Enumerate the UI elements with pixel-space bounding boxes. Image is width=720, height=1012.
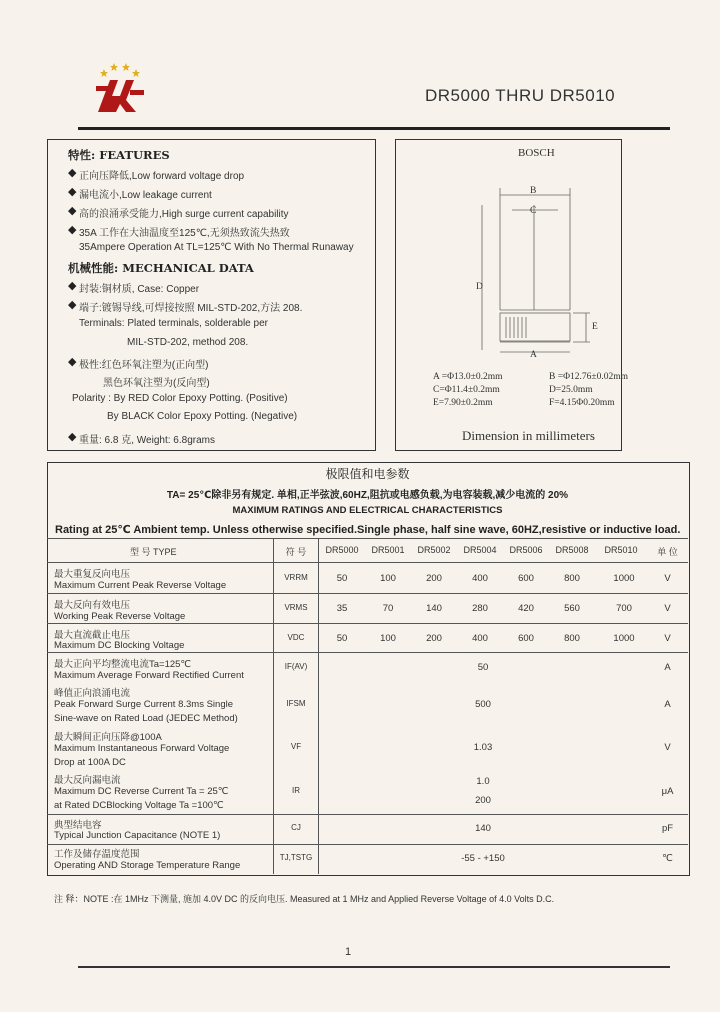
dim-spec: C=Φ11.4±0.2mm: [433, 385, 500, 395]
col-part: DR5004: [463, 545, 497, 555]
row-label-en: Sine-wave on Rated Load (JEDEC Method): [54, 713, 238, 724]
table-rule: [47, 652, 688, 653]
mechanical-item: 重量: 6.8 克, Weight: 6.8grams: [79, 435, 215, 446]
mechanical-item: 端子:镀锡导线,可焊接按照 MIL-STD-202,方法 208.: [79, 303, 303, 314]
table-cell: 200: [475, 795, 491, 806]
bullet-icon: ◆: [68, 186, 77, 198]
row-label-en: at Rated DCBlocking Voltage Ta =100℃: [54, 800, 224, 811]
dim-spec: F=4.15Φ0.20mm: [549, 398, 615, 408]
row-label-en: Peak Forward Surge Current 8.3ms Single: [54, 699, 233, 710]
col-part: DR5006: [509, 545, 543, 555]
row-label-en: Drop at 100A DC: [54, 757, 126, 768]
row-unit: μA: [661, 786, 674, 797]
table-cell: 140: [475, 823, 491, 834]
table-cell: 500: [475, 699, 491, 710]
mechanical-item: MIL-STD-202, method 208.: [127, 337, 249, 348]
mechanical-item: Terminals: Plated terminals, solderable per: [79, 318, 268, 329]
table-cell: 100: [380, 633, 396, 644]
col-part: DR5000: [325, 545, 359, 555]
row-label-cn: 最大重复反向电压: [54, 569, 131, 580]
footnote: 注 释：NOTE :在 1MHz 下测量, 施加 4.0V DC 的反向电压. Measured at 1 MHz and Applied Reverse Voltage of 4.0 Volts D.C.: [54, 894, 555, 904]
dimension-caption: Dimension in millimeters: [462, 428, 595, 443]
row-unit: V: [664, 573, 671, 584]
table-rule: [47, 562, 688, 563]
mechanical-item: By BLACK Color Epoxy Potting. (Negative): [107, 411, 298, 422]
table-cell: 420: [518, 603, 534, 614]
col-part: DR5008: [555, 545, 589, 555]
footer-rule: [78, 966, 670, 968]
ratings-subtitle-en: Rating at 25℃ Ambient temp. Unless otherwise specified.Single phase, half sine wave, 60HZ,resistive or inductive load.: [55, 524, 681, 536]
row-label-cn: 最大反向有效电压: [54, 600, 131, 611]
row-label-cn: 最大直流截止电压: [54, 630, 131, 641]
row-unit: pF: [661, 823, 674, 834]
page-number: 1: [345, 946, 352, 958]
table-cell: 50: [336, 633, 348, 644]
table-cell: 140: [426, 603, 442, 614]
bullet-icon: ◆: [68, 299, 77, 311]
row-symbol: VRMS: [284, 603, 308, 612]
ratings-subtitle-cn: TA= 25℃除非另有规定. 单相,正半弦波,60HZ,阻抗或电感负载,为电容装载,减少电流的 20%: [166, 490, 569, 501]
table-cell: 1.03: [473, 742, 493, 753]
page-title: DR5000 THRU DR5010: [425, 86, 616, 105]
row-symbol: IR: [292, 786, 300, 795]
row-label-en: Maximum Instantaneous Forward Voltage: [54, 743, 230, 754]
row-unit: ℃: [662, 853, 673, 864]
table-cell: 800: [564, 573, 580, 584]
feature-item: 35Ampere Operation At TL=125℃ With No Thermal Runaway: [79, 242, 354, 253]
table-cell: 560: [564, 603, 580, 614]
table-cell: 700: [616, 603, 632, 614]
table-cell: 200: [426, 573, 442, 584]
row-symbol: TJ,TSTG: [279, 853, 313, 862]
package-drawing: [470, 180, 610, 370]
row-unit: V: [664, 633, 671, 644]
dim-label-b: B: [530, 186, 537, 196]
col-unit: 单 位: [657, 547, 678, 557]
row-unit: A: [664, 699, 671, 710]
row-label-en: Maximum Average Forward Rectified Current: [54, 670, 244, 681]
feature-item: 漏电流小,Low leakage current: [79, 190, 212, 201]
feature-item: 高的浪涌承受能力,High surge current capability: [79, 209, 289, 220]
table-cell: 1000: [613, 633, 635, 644]
table-cell: 50: [336, 573, 348, 584]
feature-item: 正向压降低,Low forward voltage drop: [79, 171, 245, 182]
row-unit: V: [664, 742, 671, 753]
row-unit: A: [664, 662, 671, 673]
row-label-en: Maximum DC Reverse Current Ta = 25℃: [54, 786, 229, 797]
table-cell: 600: [518, 573, 534, 584]
table-cell: 800: [564, 633, 580, 644]
row-label-cn: 峰值正向浪涌电流: [54, 688, 131, 699]
table-cell: 280: [472, 603, 488, 614]
table-rule: [47, 814, 688, 815]
col-symbol: 符 号: [285, 547, 307, 557]
table-cell: 35: [336, 603, 348, 614]
table-cell: -55 - +150: [461, 853, 505, 864]
dim-spec: E=7.90±0.2mm: [433, 398, 493, 408]
dim-label-d: D: [476, 282, 483, 292]
package-name: BOSCH: [518, 147, 555, 159]
row-symbol: VF: [290, 742, 302, 751]
row-symbol: VRRM: [284, 573, 308, 582]
col-type: 型 号 TYPE: [130, 547, 177, 557]
row-label-cn: 最大反向漏电流: [54, 775, 121, 786]
col-part: DR5001: [371, 545, 405, 555]
mechanical-heading: 机械性能: MECHANICAL DATA: [68, 261, 254, 275]
ratings-title-cn: 极限值和电参数: [325, 467, 410, 481]
table-cell: 50: [477, 662, 489, 673]
row-label-en: Operating AND Storage Temperature Range: [54, 860, 241, 871]
table-cell: 200: [426, 633, 442, 644]
table-rule: [47, 593, 688, 594]
table-cell: 400: [472, 573, 488, 584]
mechanical-item: 极性:红色环氧注塑为(正向型): [79, 360, 209, 371]
bullet-icon: ◆: [68, 224, 77, 236]
dim-spec: B =Φ12.76±0.02mm: [549, 372, 629, 382]
row-label-cn: 典型结电容: [54, 820, 102, 831]
col-part: DR5010: [604, 545, 638, 555]
table-cell: 70: [382, 603, 394, 614]
row-symbol: IF(AV): [284, 662, 308, 671]
row-label-en: Typical Junction Capacitance (NOTE 1): [54, 830, 221, 841]
row-symbol: CJ: [291, 823, 301, 832]
row-symbol: IFSM: [286, 699, 306, 708]
table-rule: [47, 538, 688, 539]
bullet-icon: ◆: [68, 167, 77, 179]
ratings-title-en: MAXIMUM RATINGS AND ELECTRICAL CHARACTERISTICS: [232, 505, 503, 516]
header-rule: [78, 127, 670, 130]
row-label-cn: 最大瞬间正向压降@100A: [54, 732, 162, 743]
dim-label-c: C: [530, 206, 537, 216]
dim-label-a: A: [530, 350, 537, 360]
table-cell: 400: [472, 633, 488, 644]
row-label-cn: 最大正向平均整流电流Ta=125℃: [54, 659, 192, 670]
table-cell: 100: [380, 573, 396, 584]
bullet-icon: ◆: [68, 356, 77, 368]
feature-item: 35A 工作在大油温度至125℃,无须热致流失热致: [79, 228, 290, 239]
dim-spec: D=25.0mm: [549, 385, 593, 395]
table-rule: [47, 844, 688, 845]
row-label-en: Maximum DC Blocking Voltage: [54, 640, 185, 651]
row-symbol: VDC: [287, 633, 305, 642]
dim-spec: A =Φ13.0±0.2mm: [433, 372, 503, 382]
mechanical-item: 黑色环氧注塑为(反向型): [103, 378, 210, 389]
row-label-en: Working Peak Reverse Voltage: [54, 611, 186, 622]
mechanical-item: Polarity : By RED Color Epoxy Potting. (Positive): [72, 393, 288, 404]
col-part: DR5002: [417, 545, 451, 555]
features-heading: 特性: FEATURES: [68, 148, 170, 162]
company-logo: [92, 60, 148, 118]
bullet-icon: ◆: [68, 431, 77, 443]
table-cell: 600: [518, 633, 534, 644]
row-label-en: Maximum Current Peak Reverse Voltage: [54, 580, 227, 591]
table-rule: [47, 623, 688, 624]
mechanical-item: 封装:铜材质, Case: Copper: [79, 284, 200, 295]
row-unit: V: [664, 603, 671, 614]
table-cell: 1000: [613, 573, 635, 584]
bullet-icon: ◆: [68, 205, 77, 217]
row-label-cn: 工作及储存温度范围: [54, 849, 140, 860]
bullet-icon: ◆: [68, 280, 77, 292]
table-cell: 1.0: [476, 776, 490, 787]
dim-label-e: E: [592, 322, 598, 332]
